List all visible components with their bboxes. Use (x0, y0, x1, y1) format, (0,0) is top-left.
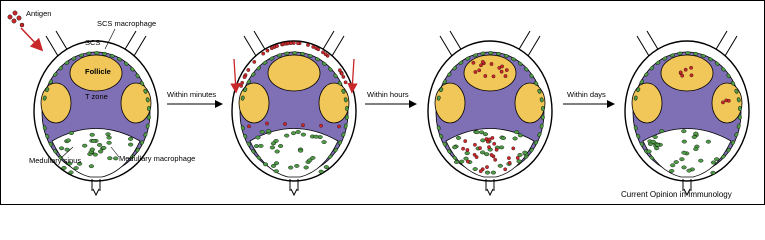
medullary-macrophage (107, 136, 112, 139)
follicle-left (41, 83, 71, 123)
medullary-macrophage (91, 139, 96, 142)
medullary-macrophage (518, 134, 523, 137)
step-label-1: Within minutes (167, 90, 217, 99)
antigen-particle (505, 68, 508, 71)
scs-macrophage (292, 51, 297, 54)
medullary-macrophage (479, 131, 484, 134)
antigen-particle (247, 68, 250, 71)
medullary-macrophage (271, 164, 276, 167)
antigen-particle (681, 74, 684, 77)
medullary-macrophage (304, 166, 309, 169)
medullary-macrophage (107, 141, 112, 144)
medullary-macrophage (254, 144, 259, 147)
medullary-macrophage (514, 131, 519, 134)
antigen-particle (490, 153, 493, 156)
antigen-particle (342, 75, 345, 78)
efferent-arrow (487, 189, 493, 195)
medullary-macrophage (307, 159, 312, 162)
step-arrow-3 (563, 90, 613, 104)
medullary-macrophage (687, 169, 692, 172)
scs-macrophage (685, 51, 690, 54)
antigen-particle (337, 125, 340, 128)
follicle-top (268, 55, 320, 91)
step-label-3: Within days (567, 90, 606, 99)
medullary-macrophage (288, 166, 293, 169)
medullary-macrophage (82, 144, 87, 147)
medullary-macrophage (66, 139, 71, 142)
medullary-macrophage (682, 166, 687, 169)
follicle-top (464, 55, 516, 91)
scs-macrophage (541, 106, 545, 111)
medullary-macrophage (674, 160, 679, 163)
medullary-macrophage (682, 140, 687, 143)
scs-macrophage (147, 106, 151, 111)
step-label-2: Within hours (367, 90, 409, 99)
medullary-macrophage (491, 171, 496, 174)
medullary-macrophage (655, 143, 660, 146)
scs-macrophage (738, 106, 742, 111)
follicle-label: Follicle (85, 67, 111, 76)
antigen-particle (474, 70, 477, 73)
antigen-particle (473, 143, 476, 146)
follicle-left (239, 83, 269, 123)
medullary-macrophage (654, 147, 659, 150)
antigen-particle (479, 64, 482, 67)
medullary-macrophage (101, 146, 106, 149)
medullary-macrophage (465, 152, 470, 155)
antigen-particle (478, 69, 481, 72)
antigen-particle (253, 60, 256, 63)
medullary-macrophage (69, 131, 74, 134)
antigen-particle (472, 61, 475, 64)
antigen-particle (266, 49, 269, 52)
antigen-particle (512, 147, 515, 150)
medullary-macrophage (698, 159, 703, 162)
lymph-node-panel-2 (232, 31, 356, 195)
medullary-macrophage (473, 167, 478, 170)
antigen-particle (495, 148, 498, 151)
antigen-particle (493, 142, 496, 145)
follicle-right (121, 83, 151, 123)
medullary-macrophage (711, 161, 716, 164)
antigen-particle (275, 44, 278, 47)
antigen-particle (479, 170, 482, 173)
antigen-particle (690, 74, 693, 77)
medullary-macrophage (513, 137, 518, 140)
antigen-particle (247, 125, 250, 128)
medullary-macrophage (501, 136, 506, 139)
medullary-macrophage (523, 151, 528, 154)
antigen-particle (679, 71, 682, 74)
antigen-particle (500, 65, 503, 68)
medullary-macrophage (90, 133, 95, 136)
medullary-macrophage (653, 135, 658, 138)
medullary-macrophage (682, 151, 687, 154)
antigen-particle (239, 84, 242, 87)
follicle-left (435, 83, 465, 123)
medullary-macrophage (659, 129, 664, 132)
antigen-cluster (8, 11, 24, 27)
medullary-macrophage (669, 169, 674, 172)
scs-label: SCS (85, 38, 101, 47)
antigen-particle (281, 43, 284, 46)
medullary-macrophage (452, 146, 457, 149)
antigen-particle (301, 124, 304, 127)
antigen-particle (487, 145, 490, 148)
antigen-particle (265, 122, 268, 125)
medullary-macrophage (518, 153, 523, 156)
follicle-top (661, 55, 713, 91)
antigen-particle (306, 43, 309, 46)
antigen-label: Antigen (26, 9, 52, 18)
antigen-particle (490, 62, 493, 65)
medullary-macrophage (107, 157, 112, 160)
medullary-macrophage (322, 140, 327, 143)
medullary-macrophage (484, 153, 489, 156)
scs-macrophage (94, 51, 99, 54)
medullary-macrophage (89, 165, 94, 168)
medullary-macrophage (106, 133, 111, 136)
antigen-particle (466, 148, 469, 151)
antigen-particle (319, 124, 322, 127)
antigen-particle (243, 75, 246, 78)
medullary-macrophage (319, 170, 324, 173)
medullary-macrophage (128, 137, 133, 140)
antigen-particle (508, 161, 511, 164)
antigen-particle (344, 81, 347, 84)
medullary-macrophage (74, 166, 79, 169)
medullary-macrophage (97, 143, 102, 146)
medullary-sinus-label: Medullary sinus (29, 156, 82, 165)
antigen-particle (485, 165, 488, 168)
efferent-arrow (93, 189, 99, 195)
medullary-macrophage (681, 130, 686, 133)
antigen-particle (481, 60, 484, 63)
antigen-particle (466, 160, 469, 163)
scs-macrophage (541, 115, 545, 120)
medullary-macrophage-label: Medullary macrophage (119, 154, 196, 163)
antigen-particle (516, 156, 519, 159)
antigen-particle (283, 122, 286, 125)
medullary-macrophage (651, 140, 656, 143)
medullary-macrophage (296, 130, 301, 133)
antigen-particle (494, 158, 497, 161)
lymph-node-panel-1 (34, 31, 158, 195)
medullary-macrophage (459, 160, 464, 163)
medullary-macrophage (485, 171, 490, 174)
medullary-macrophage (266, 129, 271, 132)
antigen-particle (727, 99, 730, 102)
medullary-macrophage (260, 130, 265, 133)
antigen-particle (296, 42, 299, 45)
journal-credit: Current Opinion in Immunology (621, 190, 732, 199)
antigen-particle (484, 74, 487, 77)
antigen-flow-arrow-right (352, 59, 354, 91)
medullary-macrophage (714, 158, 719, 161)
scs-macrophage (345, 115, 349, 120)
antigen-particle (478, 146, 481, 149)
antigen-particle (684, 68, 687, 71)
antigen-particle (321, 51, 324, 54)
medullary-macrophage (291, 132, 296, 135)
medullary-macrophage (314, 135, 319, 138)
medullary-macrophage (271, 142, 276, 145)
medullary-macrophage (475, 131, 480, 134)
medullary-macrophage (301, 133, 306, 136)
antigen-particle (340, 72, 343, 75)
medullary-macrophage (670, 164, 675, 167)
medullary-macrophage (480, 139, 485, 142)
lymph-node-panel-4 (625, 31, 749, 195)
follicle-right (515, 83, 545, 123)
follicle-right (319, 83, 349, 123)
antigen-particle (721, 101, 724, 104)
medullary-macrophage (256, 136, 261, 139)
medullary-macrophage (454, 160, 459, 163)
antigen-particle (287, 42, 290, 45)
medullary-macrophage (274, 170, 279, 173)
step-arrow-1 (167, 90, 221, 104)
antigen-particle (504, 168, 507, 171)
lymph-node-panel-3 (428, 31, 552, 195)
t-zone-label: T zone (85, 92, 108, 101)
antigen-particle (292, 41, 295, 44)
scs-macrophage (738, 115, 742, 120)
antigen-particle (492, 75, 495, 78)
medullary-macrophage (259, 144, 264, 147)
antigen-particle (504, 74, 507, 77)
medullary-macrophage (90, 148, 95, 151)
antigen-particle (241, 81, 244, 84)
antigen-particle (461, 147, 464, 150)
medullary-macrophage (62, 166, 67, 169)
medullary-macrophage (69, 171, 74, 174)
medullary-macrophage (692, 135, 697, 138)
antigen-arrow (21, 28, 41, 49)
medullary-macrophage (456, 136, 461, 139)
follicle-left (632, 83, 662, 123)
antigen-particle (488, 138, 491, 141)
antigen-particle (262, 52, 265, 55)
medullary-macrophage (706, 140, 711, 143)
scs-macrophage (345, 106, 349, 111)
medullary-macrophage (680, 158, 685, 161)
medullary-macrophage (647, 150, 652, 153)
diagram-canvas (1, 1, 765, 206)
medullary-macrophage (263, 163, 268, 166)
medullary-macrophage (128, 143, 133, 146)
medullary-macrophage (98, 150, 103, 153)
scs-macrophage-label: SCS macrophage (97, 19, 157, 28)
medullary-macrophage (275, 150, 280, 153)
medullary-macrophage (298, 149, 303, 152)
scs-macrophage (488, 51, 493, 54)
scs-macrophage (147, 115, 151, 120)
step-arrow-2 (365, 90, 415, 104)
medullary-macrophage (278, 144, 283, 147)
medullary-macrophage (693, 132, 698, 135)
antigen-particle (464, 139, 467, 142)
medullary-macrophage (324, 165, 329, 168)
antigen-particle (473, 153, 476, 156)
medullary-macrophage (59, 147, 64, 150)
medullary-macrophage (270, 146, 275, 149)
antigen-particle (507, 156, 510, 159)
follicle-right (712, 83, 742, 123)
medullary-macrophage (517, 160, 522, 163)
medullary-macrophage (711, 171, 716, 174)
medullary-macrophage (498, 164, 503, 167)
medullary-macrophage (113, 157, 118, 160)
medullary-macrophage (693, 147, 698, 150)
antigen-particle (317, 48, 320, 51)
medullary-macrophage (284, 134, 289, 137)
antigen-flow-arrow-left (234, 59, 236, 91)
efferent-arrow (291, 189, 297, 195)
antigen-particle (500, 70, 503, 73)
antigen-particle (689, 66, 692, 69)
medullary-macrophage (294, 164, 299, 167)
